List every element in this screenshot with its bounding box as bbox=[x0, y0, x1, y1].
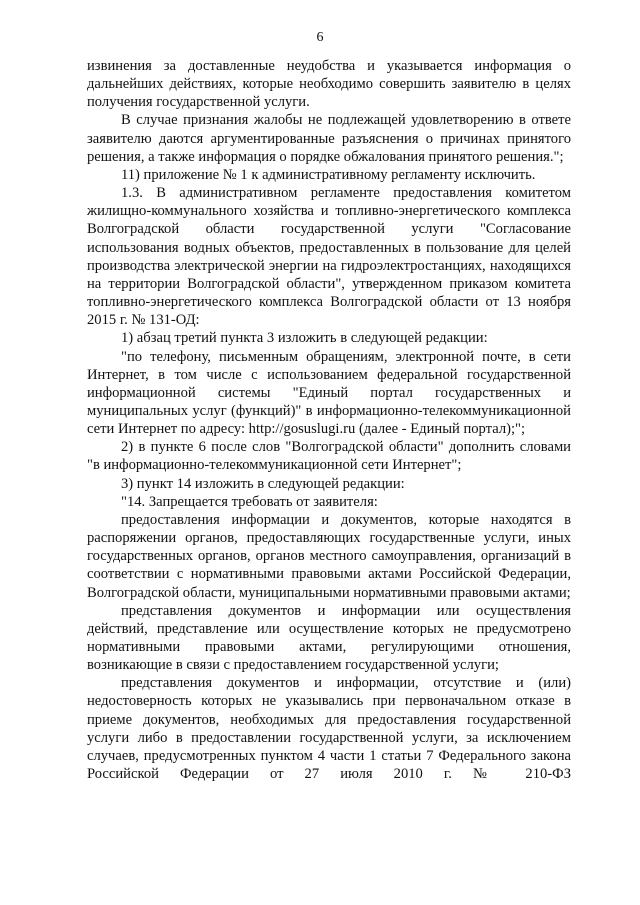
paragraph-section-1-3: 1.3. В административном регламенте предоставления комитетом жилищно-коммунального хозяйства и топливно-энергетического комплекса Волгоградской области государственной услуги "Согласование использования водных объектов, предоставленных в пользование для целей производства электрической энергии на гидроэлектростанциях, находящихся на территории Волгоградской области", утвержденном приказом комитета топливно-энергетического комплекса Волгоградской области от 13 ноября 2015 г. № 131-ОД: bbox=[87, 185, 571, 329]
paragraph-complaint-rejection: В случае признания жалобы не подлежащей удовлетворению в ответе заявителю даются аргументированные разъяснения о причинах принятого решения, а также информация о порядке обжалования принятого решения."; bbox=[87, 112, 571, 165]
document-body bbox=[87, 57, 571, 783]
paragraph-continuation: извинения за доставленные неудобства и указывается информация о дальнейших действиях, которые необходимо совершить заявителю в целях получения государственной услуги. bbox=[87, 58, 571, 111]
paragraph-item-2: 2) в пункте 6 после слов "Волгоградской области" дополнить словами "в информационно-телекоммуникационной сети Интернет"; bbox=[87, 439, 571, 474]
paragraph-prohibition-2: представления документов и информации или осуществления действий, представление или осуществление которых не предусмотрено нормативными правовыми актами, регулирующими отношения, возникающие в связи с предоставлением государственной услуги; bbox=[87, 602, 571, 674]
paragraph-clause-14: "14. Запрещается требовать от заявителя: bbox=[121, 493, 378, 510]
paragraph-item-3: 3) пункт 14 изложить в следующей редакции: bbox=[121, 475, 405, 492]
paragraph-item-1: 1) абзац третий пункта 3 изложить в следующей редакции: bbox=[121, 330, 488, 347]
paragraph-contact-methods: "по телефону, письменным обращениям, электронной почте, в сети Интернет, в том числе с использованием федеральной государственной информационной системы "Единый портал государственных и муниципальных услуг (функций)" в информационно-телекоммуникационной сети Интернет по адресу: http://gosuslugi.ru (далее - Единый портал);"; bbox=[87, 348, 571, 438]
page-number: 6 bbox=[316, 30, 324, 45]
paragraph-item-11: 11) приложение № 1 к административному регламенту исключить. bbox=[121, 166, 536, 183]
paragraph-prohibition-1: предоставления информации и документов, которые находятся в распоряжении органов, предоставляющих государственные услуги, иных государственных органов, органов местного самоуправления, организаций в соответствии с нормативными правовыми актами Российской Федерации, Волгоградской области, муниципальными нормативными правовыми актами; bbox=[87, 511, 571, 601]
paragraph-prohibition-3: представления документов и информации, отсутствие и (или) недостоверность которых не указывались при первоначальном отказе в приеме документов, необходимых для предоставления государственной услуги либо в предоставлении государственной услуги, за исключением случаев, предусмотренных пунктом 4 части 1 статьи 7 Федерального закона Российской Федерации от 27 июля 2010 г. № 210-ФЗ bbox=[87, 675, 571, 783]
